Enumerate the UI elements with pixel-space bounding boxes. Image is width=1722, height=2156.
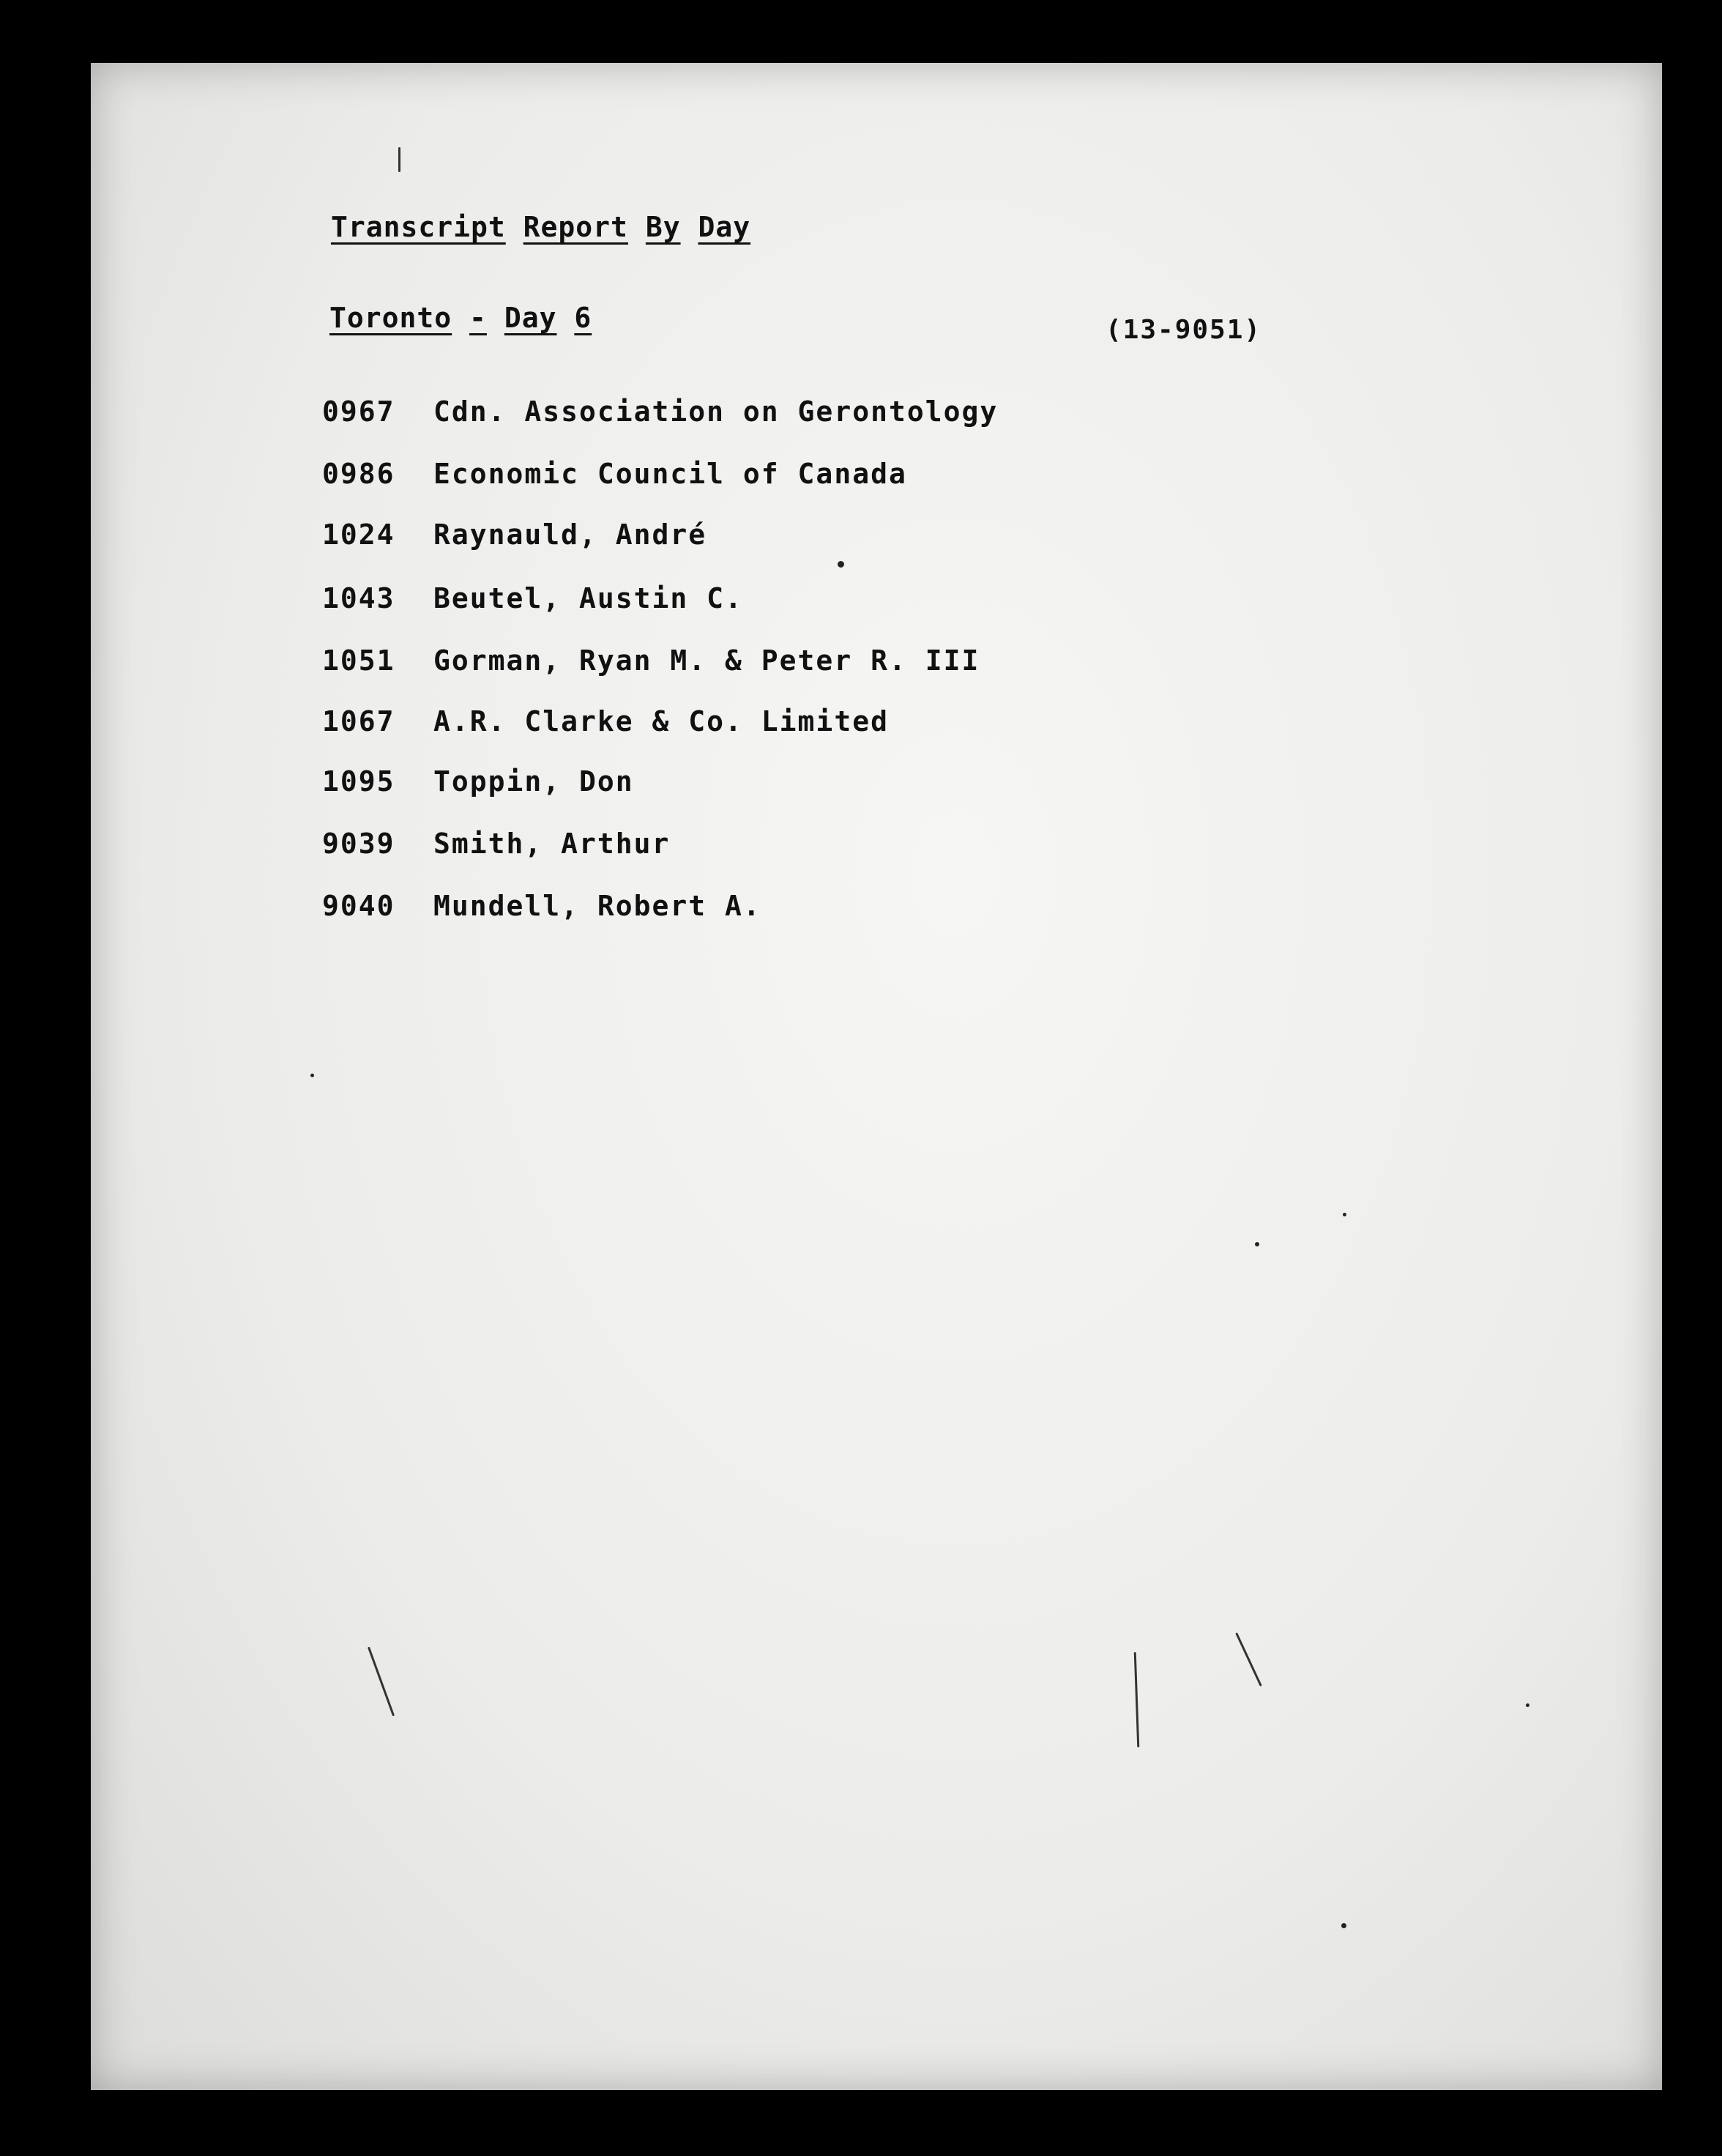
dust-speck bbox=[1343, 1213, 1346, 1216]
subtitle-word: - bbox=[469, 302, 487, 334]
scratch-mark bbox=[1235, 1632, 1262, 1687]
list-item bbox=[322, 705, 889, 737]
entry-code: 9039 bbox=[322, 828, 395, 860]
entry-name: Gorman, Ryan M. & Peter R. III bbox=[433, 644, 980, 677]
list-item bbox=[322, 582, 743, 614]
entry-code: 1095 bbox=[322, 765, 395, 798]
list-item bbox=[322, 395, 998, 428]
entry-name: Smith, Arthur bbox=[433, 828, 671, 860]
entry-code: 1051 bbox=[322, 644, 395, 677]
entry-name: Cdn. Association on Gerontology bbox=[433, 395, 999, 428]
title-word: Report bbox=[523, 211, 628, 243]
entry-name: Raynauld, André bbox=[433, 518, 707, 551]
entry-name: Beutel, Austin C. bbox=[433, 582, 743, 614]
reference-number: (13-9051) bbox=[1106, 315, 1262, 345]
entry-name: Mundell, Robert A. bbox=[433, 890, 761, 922]
dust-speck bbox=[1526, 1703, 1529, 1707]
entry-name: Economic Council of Canada bbox=[433, 458, 907, 490]
title-word: Day bbox=[698, 211, 751, 243]
document-page bbox=[91, 63, 1662, 2090]
dust-speck bbox=[838, 561, 844, 568]
title-word: By bbox=[645, 211, 681, 243]
subtitle-word: Toronto bbox=[329, 302, 452, 334]
subtitle-word: 6 bbox=[574, 302, 592, 334]
subtitle-word: Day bbox=[504, 302, 557, 334]
scratch-mark bbox=[1134, 1652, 1140, 1747]
list-item bbox=[322, 890, 761, 922]
list-item bbox=[322, 828, 670, 860]
list-item bbox=[322, 644, 980, 677]
entry-name: Toppin, Don bbox=[433, 765, 634, 798]
title-word: Transcript bbox=[331, 211, 506, 243]
scratch-mark bbox=[398, 147, 400, 172]
entry-code: 1024 bbox=[322, 518, 395, 551]
entry-code: 1067 bbox=[322, 705, 395, 737]
dust-speck bbox=[310, 1074, 314, 1077]
entry-code: 1043 bbox=[322, 582, 395, 614]
list-item bbox=[322, 518, 707, 551]
entry-code: 0967 bbox=[322, 395, 395, 428]
scratch-mark bbox=[368, 1647, 395, 1717]
entry-code: 0986 bbox=[322, 458, 395, 490]
report-subtitle bbox=[329, 302, 592, 334]
report-title bbox=[331, 211, 750, 243]
entry-name: A.R. Clarke & Co. Limited bbox=[433, 705, 889, 737]
entry-code: 9040 bbox=[322, 890, 395, 922]
dust-speck bbox=[1341, 1923, 1346, 1928]
list-item bbox=[322, 458, 907, 490]
list-item bbox=[322, 765, 634, 798]
dust-speck bbox=[1255, 1242, 1259, 1246]
